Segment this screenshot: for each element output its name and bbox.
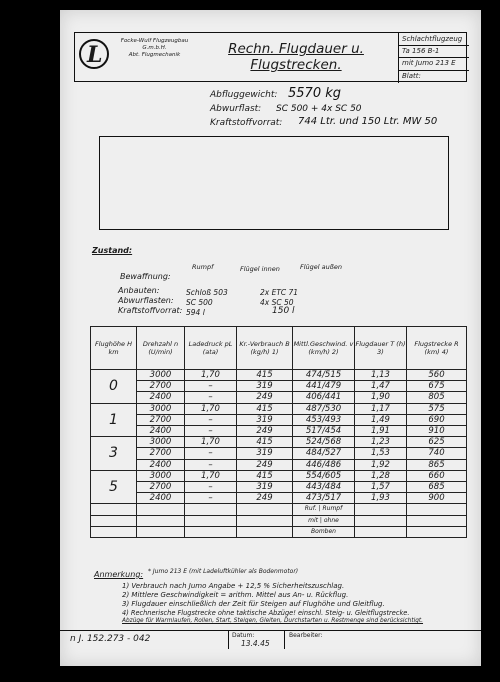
kraftstoff-innen-value: 150 l <box>272 306 295 316</box>
cell-n: 3000 <box>137 370 185 381</box>
cell-p: 1,70 <box>185 370 237 381</box>
cell-r: 900 <box>407 493 467 504</box>
cell-b: 415 <box>237 403 293 414</box>
empty-cell <box>355 504 407 515</box>
abfluggewicht-value: 5570 kg <box>288 86 341 101</box>
cell-r: 740 <box>407 448 467 459</box>
col-fluegel-aussen: Flügel außen <box>300 263 342 271</box>
cell-t: 1,53 <box>355 448 407 459</box>
cell-v: 484/527 <box>293 448 355 459</box>
cell-n: 2700 <box>137 482 185 493</box>
cell-r: 625 <box>407 437 467 448</box>
note-4: 4) Rechnerische Flugstrecke ohne taktische Abzüge! einschl. Steig- u. Gleitflugstrecke. <box>122 609 410 617</box>
empty-cell <box>185 504 237 515</box>
cell-p: – <box>185 381 237 392</box>
cell-n: 2400 <box>137 426 185 437</box>
empty-cell <box>407 515 467 526</box>
note-1: 1) Verbrauch nach Jumo Angabe + 12,5 % Sicherheitszuschlag. <box>122 582 345 590</box>
table-row <box>91 403 467 414</box>
cell-p: 1,70 <box>185 470 237 481</box>
cell-r: 690 <box>407 414 467 425</box>
note-2: 2) Mittlere Geschwindigkeit = arithm. Mittel aus An- u. Rückflug. <box>122 591 349 599</box>
table-extra-row <box>91 515 467 526</box>
cell-n: 2400 <box>137 392 185 403</box>
cell-b: 319 <box>237 414 293 425</box>
bearbeiter-label: Bearbeiter: <box>289 632 323 639</box>
firm-name <box>117 38 192 59</box>
kraftstoff-value: 744 Ltr. und 150 Ltr. MW 50 <box>298 116 438 127</box>
abwurf-rumpf-value: SC 500 <box>186 298 213 307</box>
empty-cell <box>237 504 293 515</box>
cell-p: – <box>185 448 237 459</box>
header-flugdauer: Flugdauer T (h) 3) <box>355 327 407 370</box>
cell-t: 1,13 <box>355 370 407 381</box>
cell-r: 805 <box>407 392 467 403</box>
datum-cell <box>228 631 285 649</box>
firm-line: Focke-Wulf Flugzeugbau <box>120 38 189 44</box>
cell-n: 2700 <box>137 414 185 425</box>
cell-n: 2400 <box>137 493 185 504</box>
datum-value: 13.4.45 <box>241 639 270 648</box>
header-drehzahl: Drehzahl n (U/min) <box>137 327 185 370</box>
cell-n: 2700 <box>137 448 185 459</box>
empty-cell <box>137 504 185 515</box>
empty-cell <box>137 526 185 537</box>
height-cell: 0 <box>91 370 137 404</box>
cell-t: 1,90 <box>355 392 407 403</box>
empty-cell <box>355 515 407 526</box>
empty-cell <box>407 504 467 515</box>
doc-number: n J. 152.273 - 042 <box>70 634 151 644</box>
empty-cell <box>185 515 237 526</box>
extra-remark: mit | ohne <box>293 515 355 526</box>
empty-cell <box>185 526 237 537</box>
header-ladedruck: Ladedruck pL (ata) <box>185 327 237 370</box>
bearbeiter-cell <box>284 631 482 649</box>
cell-t: 1,28 <box>355 470 407 481</box>
blatt-label: Blatt: <box>402 72 421 80</box>
cell-p: 1,70 <box>185 437 237 448</box>
abwurf-innen-value: 4x SC 50 <box>260 298 294 307</box>
anbauten-label: Anbauten: <box>118 286 160 295</box>
empty-cell <box>237 515 293 526</box>
note-engine: * Jumo 213 E (mit Ladeluftkühler als Bodenmotor) <box>148 568 299 575</box>
cell-v: 441/479 <box>293 381 355 392</box>
firm-line: Abt. Flugmechanik <box>128 52 181 58</box>
cell-v: 406/441 <box>293 392 355 403</box>
empty-cell <box>91 504 137 515</box>
anbauten-innen-value: 2x ETC 71 <box>260 288 299 297</box>
cell-v: 517/454 <box>293 426 355 437</box>
cell-n: 3000 <box>137 437 185 448</box>
cell-t: 1,57 <box>355 482 407 493</box>
company-logo <box>79 39 109 69</box>
cell-p: 1,70 <box>185 403 237 414</box>
cell-p: – <box>185 414 237 425</box>
cell-b: 249 <box>237 493 293 504</box>
cell-v: 554/605 <box>293 470 355 481</box>
cell-b: 319 <box>237 448 293 459</box>
header-geschwindigkeit: Mittl.Geschwind. v (km/h) 2) <box>293 327 355 370</box>
header-flugstrecke: Flugstrecke R (km) 4) <box>407 327 467 370</box>
cell-n: 3000 <box>137 470 185 481</box>
cell-b: 415 <box>237 437 293 448</box>
table-row <box>91 437 467 448</box>
empty-cell <box>407 526 467 537</box>
cell-v: 474/515 <box>293 370 355 381</box>
cell-r: 910 <box>407 426 467 437</box>
cell-v: 453/493 <box>293 414 355 425</box>
cell-b: 319 <box>237 381 293 392</box>
empty-cell <box>237 526 293 537</box>
footer <box>60 630 481 649</box>
empty-cell <box>137 515 185 526</box>
extra-remark: Ruf. | Rumpf <box>293 504 355 515</box>
empty-cell <box>355 526 407 537</box>
kraftstoff-label: Kraftstoffvorrat: <box>210 118 283 128</box>
cell-p: – <box>185 493 237 504</box>
cell-t: 1,47 <box>355 381 407 392</box>
datum-label: Datum: <box>232 632 255 639</box>
table-row <box>91 414 467 425</box>
header-verbrauch: Kr.-Verbrauch B (kg/h) 1) <box>237 327 293 370</box>
table-row <box>91 426 467 437</box>
flight-performance-table <box>90 326 467 538</box>
note-3: 3) Flugdauer einschließlich der Zeit für Steigen auf Flughöhe und Gleitflug. <box>122 600 385 608</box>
table-extra-row <box>91 504 467 515</box>
document-title: Rechn. Flugdauer u. Flugstrecken. <box>228 41 364 73</box>
table-row <box>91 381 467 392</box>
document-sheet <box>60 10 481 666</box>
col-fluegel-innen: Flügel innen <box>240 265 280 273</box>
cell-t: 1,49 <box>355 414 407 425</box>
note-5: Abzüge für Warmlaufen, Rollen, Start, Steigen, Gleiten, Durchstarten u. Restmenge sind berücksichtigt. <box>122 618 424 624</box>
col-rumpf: Rumpf <box>192 263 214 271</box>
meta-line: mit Jumo 213 E <box>402 59 456 67</box>
extra-remark: Bomben <box>293 526 355 537</box>
firm-line: G.m.b.H. <box>142 45 167 51</box>
abfluggewicht-label: Abfluggewicht: <box>210 90 278 100</box>
header-flughoehe: Flughöhe H km <box>91 327 137 370</box>
cell-v: 487/530 <box>293 403 355 414</box>
empty-cell <box>91 526 137 537</box>
table-row <box>91 448 467 459</box>
cell-v: 446/486 <box>293 459 355 470</box>
height-cell: 1 <box>91 403 137 437</box>
cell-r: 865 <box>407 459 467 470</box>
cell-n: 2400 <box>137 459 185 470</box>
cell-t: 1,91 <box>355 426 407 437</box>
cell-v: 443/484 <box>293 482 355 493</box>
logo-letter: L <box>87 42 103 68</box>
table-row <box>91 392 467 403</box>
cell-r: 660 <box>407 470 467 481</box>
cell-t: 1,23 <box>355 437 407 448</box>
abwurflast-label: Abwurflast: <box>210 104 262 114</box>
cell-p: – <box>185 392 237 403</box>
bewaffnung-label: Bewaffnung: <box>120 272 171 281</box>
punch-hole-top <box>42 240 56 254</box>
cell-r: 575 <box>407 403 467 414</box>
cell-t: 1,93 <box>355 493 407 504</box>
cell-b: 319 <box>237 482 293 493</box>
height-cell: 3 <box>91 437 137 471</box>
cell-r: 560 <box>407 370 467 381</box>
cell-p: – <box>185 459 237 470</box>
table-row <box>91 459 467 470</box>
anmerkung-label: Anmerkung: <box>94 570 144 579</box>
kraftstoff-rumpf-value: 594 l <box>186 308 205 317</box>
table-extra-row <box>91 526 467 537</box>
cell-t: 1,17 <box>355 403 407 414</box>
cell-t: 1,92 <box>355 459 407 470</box>
table-row <box>91 370 467 381</box>
meta-line: Ta 156 B-1 <box>402 47 440 55</box>
cell-b: 415 <box>237 470 293 481</box>
meta-line: Schlachtflugzeug <box>402 35 463 43</box>
empty-drawing-box <box>99 136 449 230</box>
table-body <box>91 370 467 538</box>
table-row <box>91 493 467 504</box>
header-box <box>74 32 467 82</box>
cell-p: – <box>185 482 237 493</box>
cell-b: 249 <box>237 426 293 437</box>
table-header-row <box>91 327 467 370</box>
cell-v: 524/568 <box>293 437 355 448</box>
cell-n: 2700 <box>137 381 185 392</box>
abwurflast-value: SC 500 + 4x SC 50 <box>276 104 362 114</box>
cell-n: 3000 <box>137 403 185 414</box>
kraftstoffvorrat-label: Kraftstoffvorrat: <box>118 306 183 315</box>
table-row <box>91 482 467 493</box>
cell-b: 249 <box>237 392 293 403</box>
cell-b: 249 <box>237 459 293 470</box>
zustand-label: Zustand: <box>92 246 133 255</box>
anbauten-rumpf-value: Schloß 503 <box>186 288 228 297</box>
abwurflasten-label: Abwurflasten: <box>118 296 174 305</box>
punch-hole-bottom <box>40 416 54 430</box>
height-cell: 5 <box>91 470 137 504</box>
empty-cell <box>91 515 137 526</box>
cell-r: 685 <box>407 482 467 493</box>
cell-b: 415 <box>237 370 293 381</box>
cell-r: 675 <box>407 381 467 392</box>
cell-p: – <box>185 426 237 437</box>
table-row <box>91 470 467 481</box>
cell-v: 473/517 <box>293 493 355 504</box>
header-meta <box>398 33 469 83</box>
